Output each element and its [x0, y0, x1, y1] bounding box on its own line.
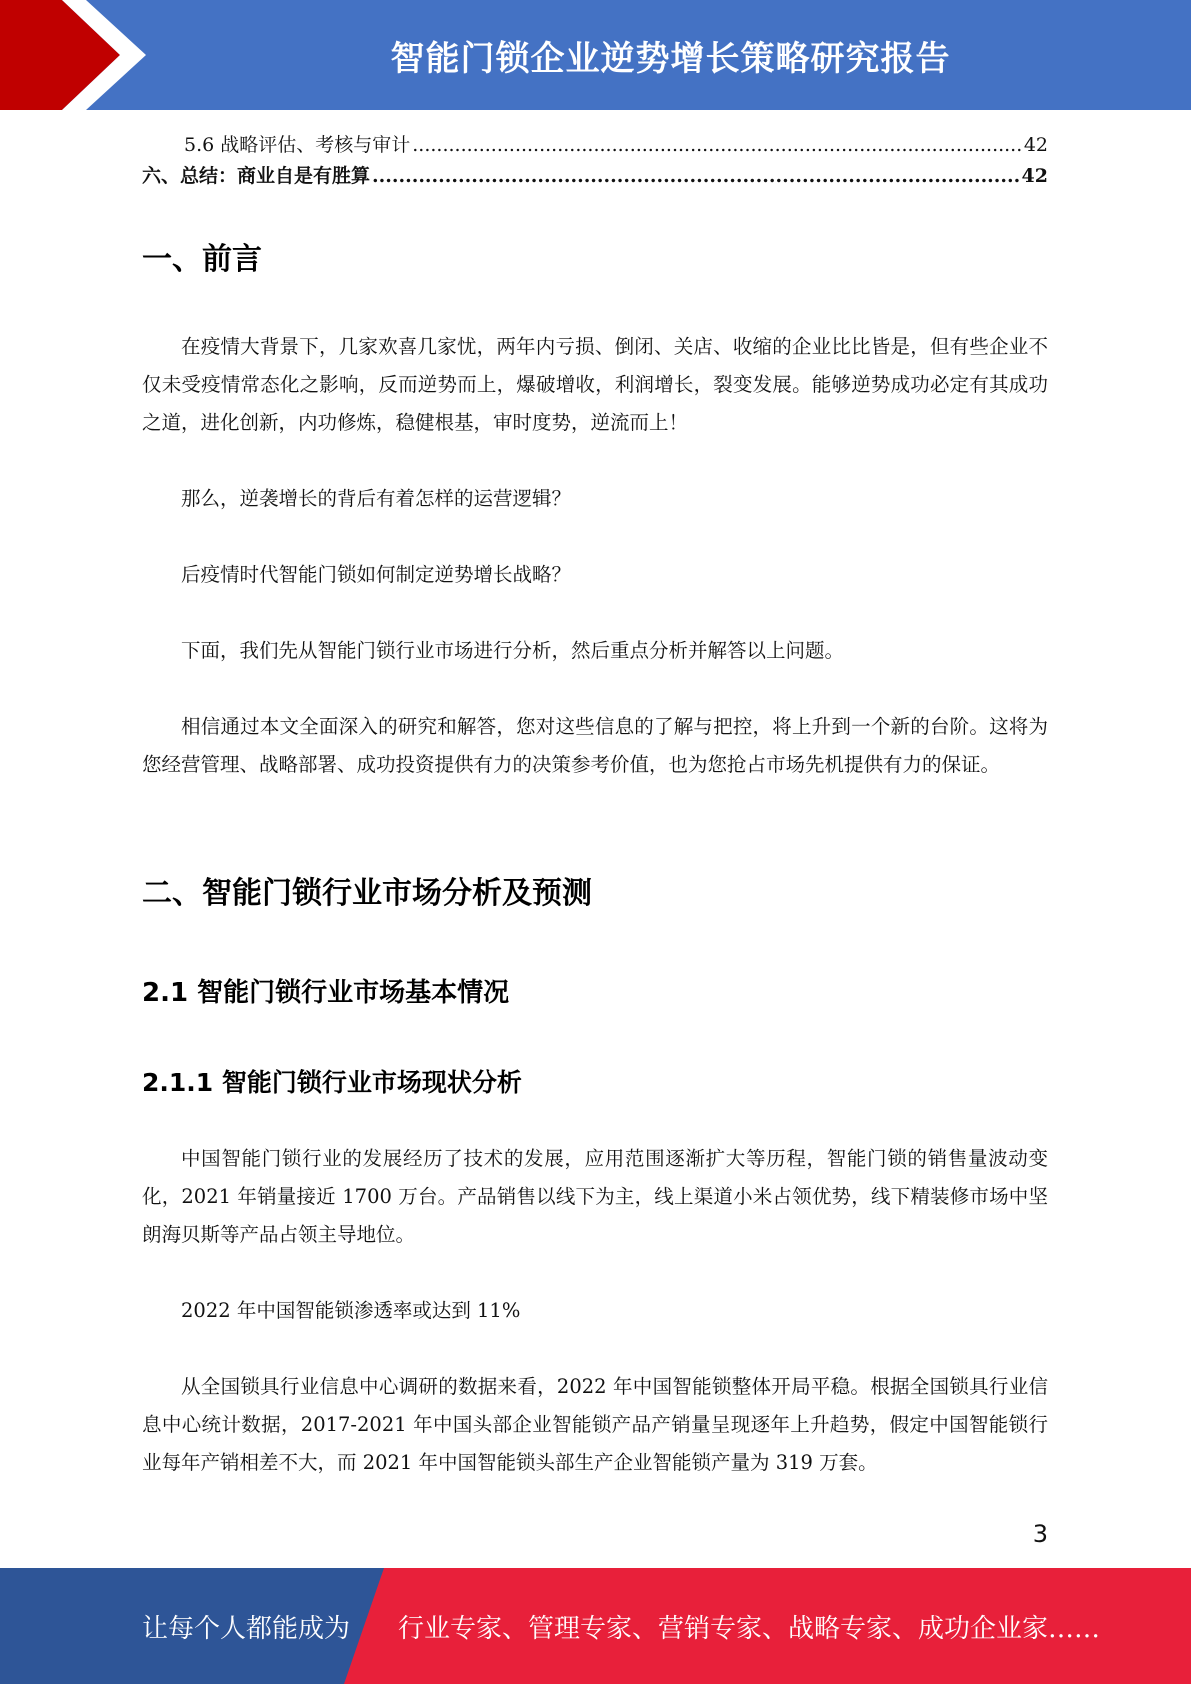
toc-entry[interactable]	[142, 161, 1048, 189]
subsection-heading-2-1: 2.1 智能门锁行业市场基本情况	[142, 978, 510, 1008]
toc-entry-page: 42	[1021, 165, 1048, 187]
body-paragraph: 下面，我们先从智能门锁行业市场进行分析，然后重点分析并解答以上问题。	[181, 639, 845, 662]
body-paragraph: 那么，逆袭增长的背后有着怎样的运营逻辑？	[181, 487, 572, 510]
toc-entry-label: 六、总结：商业自是有胜算	[142, 165, 371, 187]
footer-banner	[0, 1568, 1191, 1684]
toc-entry-label: 5.6 战略评估、考核与审计	[184, 134, 411, 156]
section-heading-preface: 一、前言	[142, 242, 262, 277]
section-heading-chapter2: 二、智能门锁行业市场分析及预测	[142, 876, 592, 911]
footer-slogan-right: 行业专家、管理专家、营销专家、战略专家、成功企业家……	[398, 1613, 1101, 1644]
body-paragraph: 中国智能门锁行业的发展经历了技术的发展，应用范围逐渐扩大等历程，智能门锁的销售量波动变化，2021 年销量接近 1700 万台。产品销售以线下为主，线上渠道小米占领优势，线下精装修市场中坚朗海贝斯等产品占领主导地位。	[142, 1147, 1048, 1246]
header-banner	[0, 0, 1191, 110]
toc-entry[interactable]	[142, 130, 1048, 158]
body-paragraph: 后疫情时代智能门锁如何制定逆势增长战略？	[181, 563, 572, 586]
footer-slogan-left: 让每个人都能成为	[142, 1613, 351, 1644]
header-arrow-decoration	[0, 0, 160, 110]
document-title: 智能门锁企业逆势增长策略研究报告	[390, 38, 951, 79]
body-paragraph: 在疫情大背景下，几家欢喜几家忧，两年内亏损、倒闭、关店、收缩的企业比比皆是，但有些企业不仅未受疫情常态化之影响，反而逆势而上，爆破增收，利润增长，裂变发展。能够逆势成功必定有其成功之道，进化创新，内功修炼，稳健根基，审时度势，逆流而上！	[142, 335, 1048, 434]
body-paragraph: 从全国锁具行业信息中心调研的数据来看，2022 年中国智能锁整体开局平稳。根据全国锁具行业信息中心统计数据，2017-2021 年中国头部企业智能锁产品产销量呈现逐年上升趋势，假定中国智能锁行业每年产销相差不大，而 2021 年中国智能锁头部生产企业智能锁产量为 319 万套。	[142, 1375, 1048, 1474]
page-number: 3	[1032, 1520, 1048, 1548]
toc-entry-page: 42	[1023, 134, 1048, 156]
body-paragraph: 相信通过本文全面深入的研究和解答，您对这些信息的了解与把控，将上升到一个新的台阶。这将为您经营管理、战略部署、成功投资提供有力的决策参考价值，也为您抢占市场先机提供有力的保证。	[142, 715, 1048, 776]
toc-leader-dots	[372, 165, 1020, 187]
subsection-heading-2-1-1: 2.1.1 智能门锁行业市场现状分析	[142, 1068, 522, 1097]
toc-leader-dots	[412, 134, 1022, 156]
body-paragraph: 2022 年中国智能锁渗透率或达到 11%	[181, 1299, 521, 1322]
